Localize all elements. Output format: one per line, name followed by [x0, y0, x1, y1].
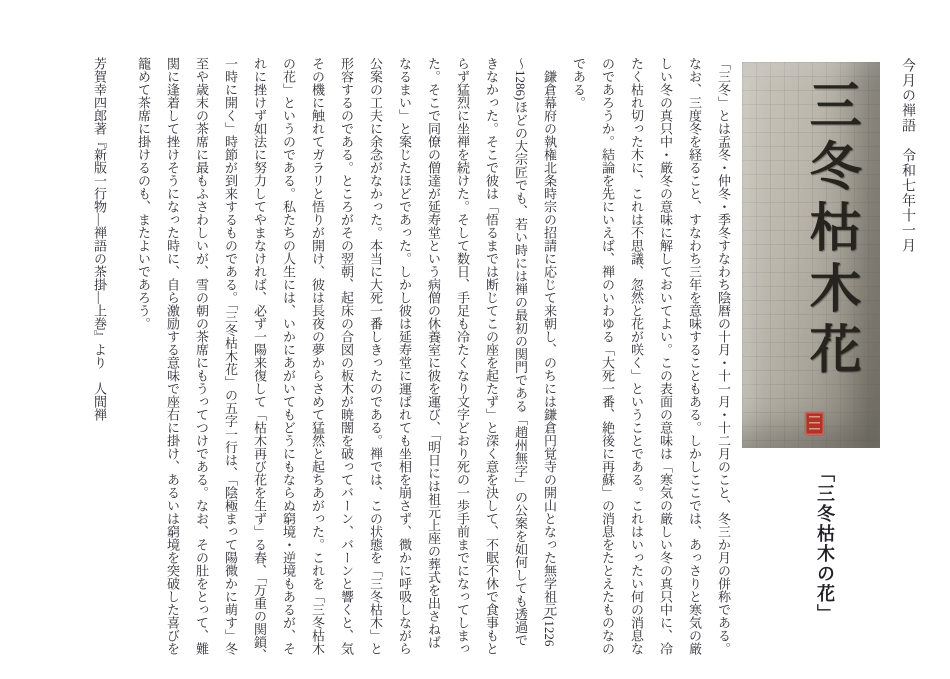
- text-column: なるまい」と案じたほどであった。しかし彼は延寿堂に運ばれても坐相を崩さず、微かに呼吸しながら: [397, 57, 412, 655]
- text-column: 一時に開く」時節が到来するものである。「三冬枯木花」の五字一行は、「陰極まって陽微かに萌す」冬: [223, 57, 238, 655]
- article-body: [85, 57, 738, 662]
- issue-header: 今月の禅語 令和七年十一月: [900, 58, 915, 253]
- text-column: きなかった。そこで彼は「悟るまでは断じてこの座を起たず」と深く意を決して、不眠不休で食事もと: [484, 57, 499, 655]
- text-column: 形容するのである。ところがその翌朝、起床の合図の板木が暁闇を破ってバーン、バーンと響くと、気: [339, 57, 354, 655]
- text-column: その機に触れてガラリと悟りが開け、彼は長夜の夢からさめて猛然と起ちあがった。これを「三冬枯木: [310, 57, 325, 655]
- text-column: れに挫けず如法に努力してやまなければ、必ず一陽来復して「枯木再び花を生ず」る春、「万重の関鎖、: [252, 57, 267, 662]
- text-column: たく枯れ切った木に、これは不思議、忽然と花が咲く」ということである。これはいったい何の消息な: [629, 57, 644, 655]
- text-column: 公案の工夫に余念がなかった。本当に大死一番しきったのである。禅では、この状態を「三冬枯木」と: [368, 57, 383, 655]
- text-column: しい冬の真只中・厳冬の意味に解しておいてよい。この表面の意味は「寒気の厳しい冬の真只中に、冷: [658, 57, 673, 655]
- text-column: らず猛烈に坐禅を続けた。そして数日、手足も冷たくなり文字どおり死の一歩手前までになってしまっ: [455, 57, 470, 655]
- calligraphy-photo: [742, 62, 880, 448]
- text-column: ～1286)ほどの大宗匠でも、若い時には禅の最初の関門である「趙州無字」の公案を如何しても透過で: [513, 57, 528, 647]
- text-column: である。: [571, 57, 586, 109]
- text-column: た。そこで同僚の僧達が延寿堂という病僧の休養室に彼を運び、「明日には祖元上座の葬式を出さねば: [426, 57, 441, 649]
- text-column: 「三冬」とは孟冬・仲冬・季冬すなわち陰暦の十月・十一月・十二月のこと、冬三か月の併称である。: [716, 57, 731, 655]
- attribution: 芳賀幸四郎著『新版一行物―禅語の茶掛―上巻』より 人間禅: [92, 57, 107, 421]
- calligraphy-text: 三冬枯木花: [801, 78, 858, 383]
- text-column: 関に逢着して挫けそうになった時に、自ら激励する意味で座右に掛け、あるいは窮境を突破した喜びを: [165, 57, 180, 655]
- text-column: なお、三度冬を経ること、すなわち三年を意味することもある。しかしここでは、あっさりと寒気の厳: [687, 57, 702, 655]
- page-title: 「三冬枯木の花」: [815, 464, 835, 624]
- text-column: の花」というのである。私たちの人生には、いかにあがいてもどうにもならぬ窮境・逆境もあるが、そ: [281, 57, 296, 655]
- text-column: 鎌倉幕府の執権北条時宗の招請に応じて来朝し、のちには鎌倉円覚寺の開山となった無学祖元(1226: [542, 70, 557, 647]
- seal-icon: [805, 412, 824, 435]
- text-column: 籠めて茶席に掛けるのも、またよいであろう。: [136, 57, 151, 330]
- text-column: のであろうか。結論を先にいえば、禅のいわゆる「大死一番、絶後に再蘇」の消息をたとえたものなの: [600, 57, 615, 655]
- text-column: 至や歳末の茶席に最もふさわしいが、雪の朝の茶席にもうってつけである。なお、その肚をとって、難: [194, 57, 209, 655]
